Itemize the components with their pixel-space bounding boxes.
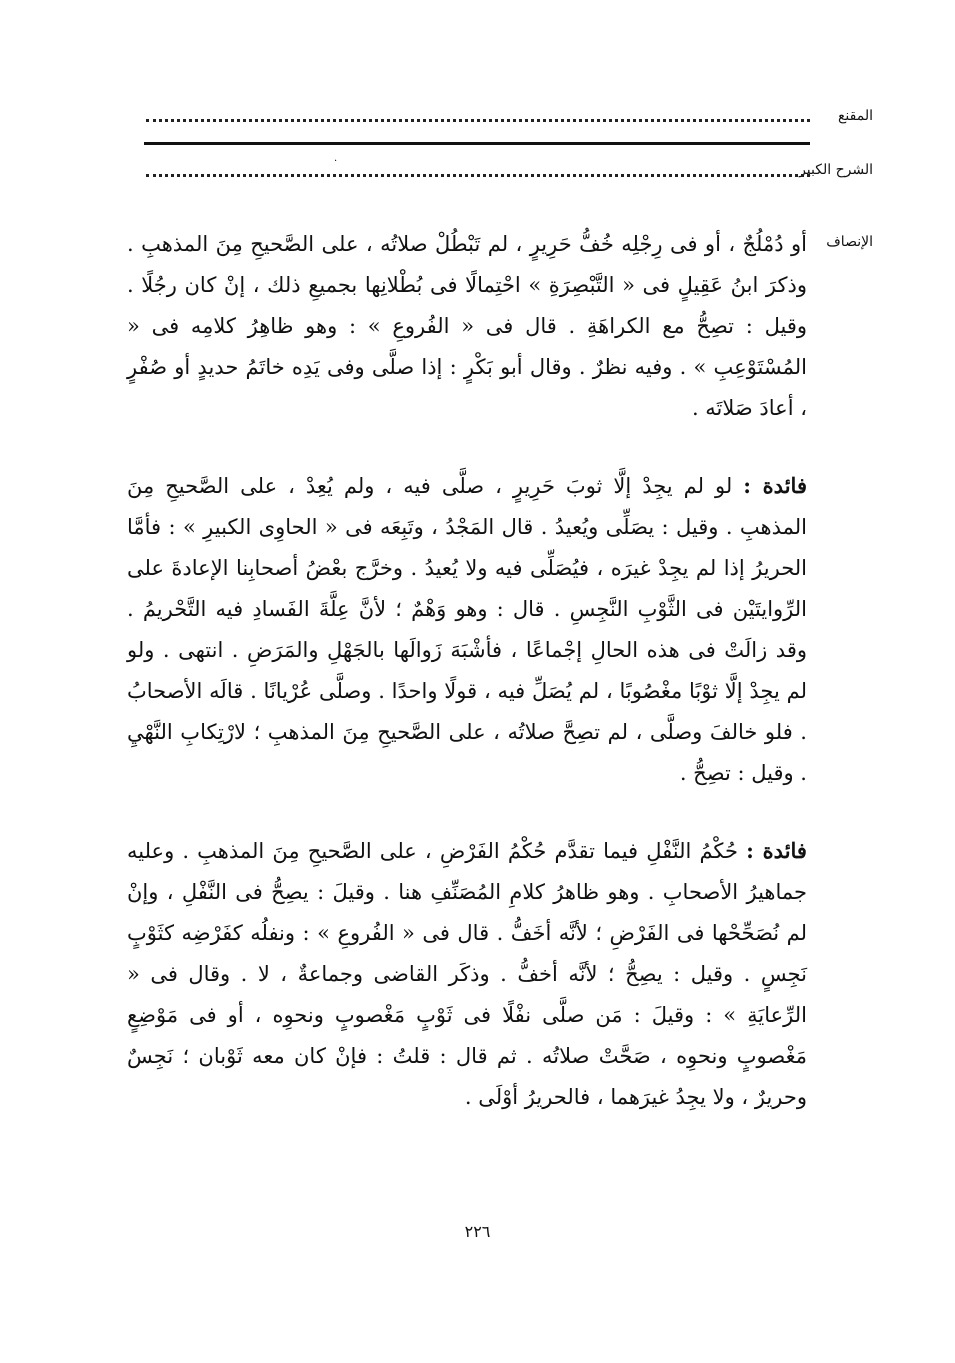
ink-speck: · — [334, 156, 338, 167]
paragraph-3 — [127, 830, 807, 1118]
label-sharh-kabir: الشرح الكبير — [799, 162, 873, 178]
paragraph-3-text: حُكْمُ النَّفْلِ فيما تقدَّم حُكْمُ الفَرْضِ ، على الصَّحيحِ مِنَ المذهبِ . وعليه جماهيرُ الأصحابِ . وهو ظاهرُ كلامِ المُصَنِّفِ هنا . وقيلَ : يصِحُّ فى النَّفْلِ ، وإنْ لم نُصَحِّحْها فى الفَرْضِ ؛ لأنَّه أخَفُّ . قال فى « الفُروعِ » : ونفلُه كفَرْضِه كثَوْبٍ نَجِسٍ . وقيل : يصِحُّ ؛ لأنَّه أخفُّ . وذكَر القاضى وجماعةٌ ، لا . وقال فى « الرِّعايَةِ » : وقيلَ : مَن صلَّى نفْلًا فى ثَوْبٍ مَغْصوبٍ ونحوِه ، أو فى مَوْضِعٍ مَغْصوبٍ ونحوِه ، صَحَّتْ صلاتُه . ثم قال : قلتُ : فإنْ كان معه ثَوْبان ؛ نَجِسٌ وحريرٌ ، ولا يجِدُ غيرَهما ، فالحريرُ أوْلَى . — [127, 839, 807, 1109]
paragraph-2 — [127, 465, 807, 794]
paragraph-gap — [127, 429, 807, 465]
page-number: ٢٢٦ — [464, 1222, 491, 1241]
fa-ida-heading-1: فائدة : — [743, 473, 807, 498]
insaf-text-block — [127, 224, 807, 1118]
paragraph-1 — [127, 224, 807, 429]
solid-divider — [144, 142, 810, 145]
dotted-rule-muqni — [146, 119, 810, 122]
paragraph-gap — [127, 794, 807, 830]
dotted-rule-sharh — [146, 174, 810, 177]
paragraph-1-text: أو دُمْلُجٌ ، أو فى رِجْلِه خُفُّ حَرِيرٍ ، لم تَبْطُلْ صلاتُه ، على الصَّحيحِ مِنَ المذهبِ . وذكرَ ابنُ عَقِيلٍ فى « التَّبْصِرَةِ » احْتِمالًا فى بُطْلانِها بجميعِ ذلك ، إنْ كان رجُلًا . وقيل : تصِحُّ مع الكراهَةِ . قال فى « الفُروعِ » : وهو ظاهِرُ كلامِه فى « المُسْتَوْعِبِ » . وفيه نظرٌ . وقال أبو بَكْرٍ : إذا صلَّى وفى يَدِه خاتَمُ حديدٍ أو صُفْرٍ ، أعادَ صَلاتَه . — [127, 232, 807, 420]
label-insaf: الإنصاف — [826, 234, 873, 250]
label-muqni: المقنع — [837, 108, 873, 124]
fa-ida-heading-2: فائدة : — [746, 838, 807, 863]
paragraph-2-text: لو لم يجِدْ إلَّا ثوبَ حَرِيرٍ ، صلَّى فيه ، ولم يُعِدْ ، على الصَّحيحِ مِنَ المذهبِ . وقيل : يصَلِّى ويُعيدُ . قال المَجْدُ ، وتَبِعَه فى « الحاوِى الكبيرِ » : فأمَّا الحريرُ إذا لم يجِدْ غيرَه ، فيُصَلِّى فيه ولا يُعيدُ . وخرَّج بعْضُ أصحابِنا الإعادةَ على الرِّوايتَيْن فى الثَّوْبِ النَّجِسِ . قال : وهو وَهْمٌ ؛ لأنَّ عِلَّةَ الفَسادِ فيه التَّحْريمُ . وقد زالَتْ فى هذه الحالِ إجْماعًا ، فأشْبَهَ زَوالَها بالجَهْلِ والمَرَضِ . انتهى . ولو لم يجِدْ إلَّا ثوْبًا مغْصُوبًا ، لم يُصَلِّ فيه ، قولًا واحدًا . وصلَّى عُرْيانًا . قالَه الأصحابُ . فلو خالفَ وصلَّى ، لم تصِحَّ صلاتُه ، على الصَّحيحِ مِنَ المذهبِ ؛ لارْتِكابِ النَّهْيِ . وقيل : تصِحُّ . — [127, 474, 807, 785]
